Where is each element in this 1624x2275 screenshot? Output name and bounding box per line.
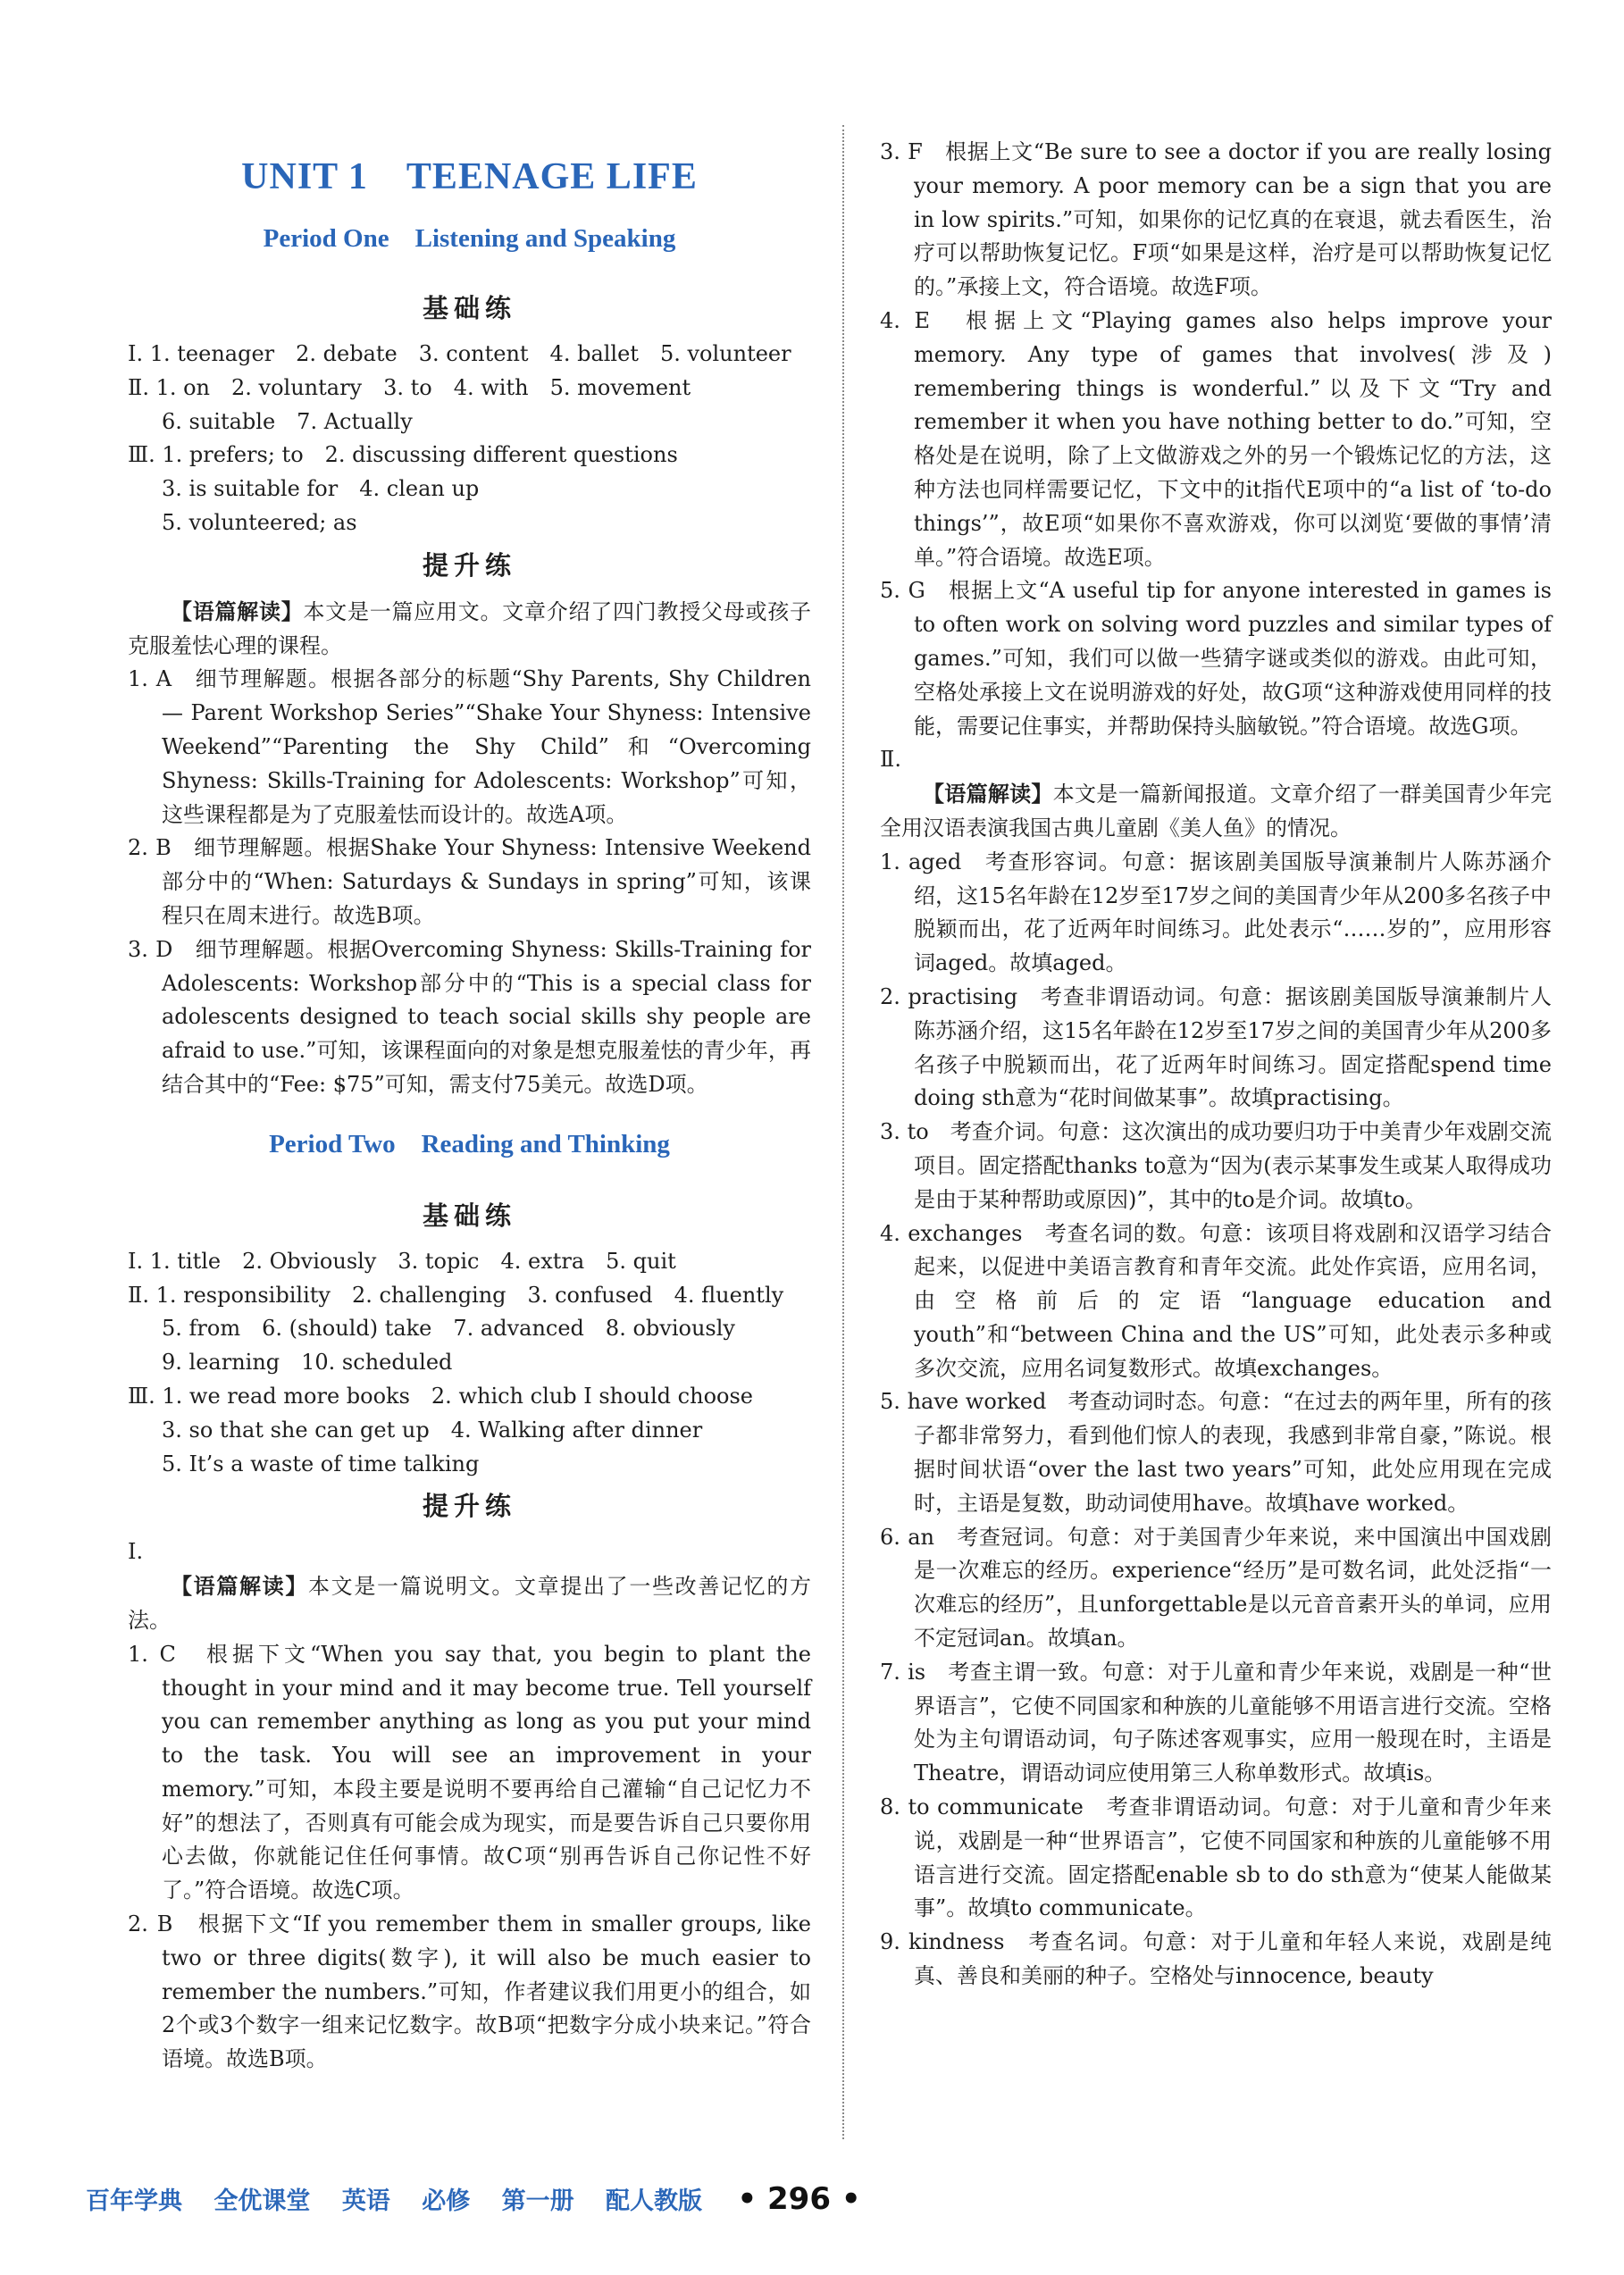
answer-explanation: 4. E 根据上文“Playing games also helps improve your memory. Any type of games that involves(涉及) remembering things is wonderful.”以及下文“Try and remember it when you have nothing better to do.”可知，空格处是在说明，除了上文做游戏之外的另一个锻炼记忆的方法，这种方法也同样需要记忆，下文中的it指代E项中的“a list of ‘to-do things’”，故E项“如果你不喜欢游戏，你可以浏览‘要做的事情’清单。”符合语境。故选E项。 [880,307,1552,570]
answer-explanation: 6. an 考查冠词。句意：对于美国青少年来说，来中国演出中国戏剧是一次难忘的经历。experience“经历”是可数名词，此处泛指“一次难忘的经历”，且unforgettable是以元音音素开头的单词，应用不定冠词an。故填an。 [880,1524,1552,1652]
footer-edition: 配人教版 [606,2187,703,2215]
period-two-title: Period Two Reading and Thinking [269,1129,670,1158]
answer-line: Ⅰ. 1. title 2. Obviously 3. topic 4. extra 5. quit [128,1248,676,1274]
answer-line: Ⅰ. 1. teenager 2. debate 3. content 4. ballet 5. volunteer [128,341,791,366]
roman-numeral: Ⅱ. [880,747,901,773]
text-analysis-body: 本文是一篇新闻报道。文章介绍了一群美国青少年完全用汉语表演我国古典儿童剧《美人鱼》的情况。 [880,782,1553,841]
answer-explanation: 1. C 根据下文“When you say that, you begin to plant the thought in your mind and it may become true. Tell yourself you can remember anything as long as you put your mind to the task. You will see an improvement in your memory.”可知，本段主要是说明不要再给自己灌输“自己记忆力不好”的想法了，否则真有可能会成为现实，而是要告诉自己只要你用心去做，你就能记住任何事情。故C项“别再告诉自己你记性不好了。”符合语境。故选C项。 [128,1641,811,1903]
roman-numeral: Ⅰ. [128,1539,144,1565]
footer-volume: 第一册 [501,2187,574,2215]
answer-line: 5. from 6. (should) take 7. advanced 8. obviously [162,1316,735,1342]
text-analysis-body: 本文是一篇应用文。文章介绍了四门教授父母或孩子克服羞怯心理的课程。 [128,598,811,658]
answer-line: 5. volunteered; as [162,509,357,535]
answer-explanation: 2. B 细节理解题。根据Shake Your Shyness: Intensive Weekend部分中的“When: Saturdays & Sundays in spring”可知，该课程只在周末进行。故选B项。 [128,835,811,928]
right-column [880,136,1552,1994]
answer-line: Ⅱ. 1. on 2. voluntary 3. to 4. with 5. movement [128,374,691,400]
left-column [128,125,811,2077]
text-analysis [880,777,1552,846]
answer-explanation: 1. A 细节理解题。根据各部分的标题“Shy Parents, Shy Children — Parent Workshop Series”“Shake Your Shyness: Intensive Weekend”“Parenting the Shy Child”和“Overcoming Shyness: Skills-Training for Adolescents: Workshop”可知，这些课程都是为了克服羞怯而设计的。故选A项。 [128,666,811,827]
answer-line: 6. suitable 7. Actually [162,408,413,434]
unit-title: UNIT 1 TEENAGE LIFE [241,156,698,197]
basic-practice-heading: 基础练 [422,1200,516,1231]
text-analysis-tag: 【语篇解读】 [171,1573,308,1600]
text-analysis [128,595,811,664]
answer-explanation: 7. is 考查主谓一致。句意：对于儿童和青少年来说，戏剧是一种“世界语言”，它使不同国家和种族的儿童能够不用语言进行交流。空格处为主句谓语动词，句子陈述客观事实，应用一般现在时，主语是Theatre，谓语动词应使用第三人称单数形式。故填is。 [880,1659,1552,1786]
answer-line: Ⅲ. 1. prefers; to 2. discussing different questions [128,442,678,468]
text-analysis-body: 本文是一篇说明文。文章提出了一些改善记忆的方法。 [128,1574,811,1633]
answer-explanation: 8. to communicate 考查非谓语动词。句意：对于儿童和青少年来说，戏剧是一种“世界语言”，它使不同国家和种族的儿童能够不用语言进行交流。固定搭配enable sb to do sth意为“使某人能做某事”。故填to communicate。 [880,1794,1552,1921]
footer-book: 必修 [422,2187,471,2215]
answer-explanation: 2. B 根据下文“If you remember them in smaller groups, like two or three digits(数字), it will also be much easier to remember the numbers.”可知，作者建议我们用更小的组合，如2个或3个数字一组来记忆数字。故B项“把数字分成小块来记。”符合语境。故选B项。 [128,1911,811,2072]
page-number: • 296 • [737,2181,861,2217]
improve-practice-heading: 提升练 [422,549,516,581]
basic-practice-heading: 基础练 [422,293,516,323]
period-one-title: Period One Listening and Speaking [263,224,676,253]
footer-series: 全优课堂 [213,2187,311,2215]
answer-explanation: 1. aged 考查形容词。句意：据该剧美国版导演兼制片人陈苏涵介绍，这15名年龄在12岁至17岁之间的美国青少年从200多名孩子中脱颖而出，花了近两年时间练习。此处表示“……岁的”，应用形容词aged。故填aged。 [880,849,1552,976]
answer-explanation: 3. to 考查介词。句意：这次演出的成功要归功于中美青少年戏剧交流项目。固定搭配thanks to意为“因为(表示某事发生或某人取得成功是由于某种帮助或原因)”，其中的to是介词。故填to。 [880,1119,1552,1212]
footer-brand: 百年学典 [86,2187,182,2215]
text-analysis-tag: 【语篇解读】 [171,598,304,624]
answer-line: 3. is suitable for 4. clean up [162,476,480,502]
answer-explanation: 4. exchanges 考查名词的数。句意：该项目将戏剧和汉语学习结合起来，以促进中美语言教育和青年交流。此处作宾语，应用名词，由空格前后的定语“language education and youth”和“between China and the US”可知，此处表示多种或多次交流，应用名词复数形式。故填exchanges。 [880,1220,1552,1381]
page-footer [86,2181,884,2217]
answer-line: Ⅲ. 1. we read more books 2. which club I should choose [128,1383,753,1409]
text-analysis [128,1569,811,1638]
answer-line: 9. learning 10. scheduled [162,1350,453,1376]
answer-line: 3. so that she can get up 4. Walking after dinner [162,1417,703,1443]
column-divider [842,125,844,2139]
text-analysis-tag: 【语篇解读】 [923,781,1053,807]
answer-explanation: 5. have worked 考查动词时态。句意：“在过去的两年里，所有的孩子都非常努力，看到他们惊人的表现，我感到非常自豪，”陈说。根据时间状语“over the last two years”可知，此处应用现在完成时，主语是复数，助动词使用have。故填have worked。 [880,1389,1552,1516]
answer-line: 5. It’s a waste of time talking [162,1451,480,1476]
answer-explanation: 5. G 根据上文“A useful tip for anyone interested in games is to often work on solving word puzzles and similar types of games.”可知，我们可以做一些猜字谜或类似的游戏。由此可知，空格处承接上文在说明游戏的好处，故G项“这种游戏使用同样的技能，需要记住事实，并帮助保持头脑敏锐。”符合语境。故选G项。 [880,578,1552,739]
footer-subject: 英语 [341,2187,390,2215]
answer-line: Ⅱ. 1. responsibility 2. challenging 3. confused 4. fluently [128,1282,784,1308]
answer-explanation: 3. D 细节理解题。根据Overcoming Shyness: Skills-Training for Adolescents: Workshop部分中的“This is a special class for adolescents designed to teach social skills shy people are afraid to use.”可知，该课程面向的对象是想克服羞怯的青少年，再结合其中的“Fee: $75”可知，需支付75美元。故选D项。 [128,936,811,1097]
answer-explanation: 3. F 根据上文“Be sure to see a doctor if you are really losing your memory. A poor memory can be a sign that you are in low spirits.”可知，如果你的记忆真的在衰退，就去看医生，治疗可以帮助恢复记忆。F项“如果是这样，治疗是可以帮助恢复记忆的。”承接上文，符合语境。故选F项。 [880,139,1552,300]
answer-explanation: 9. kindness 考查名词。句意：对于儿童和年轻人来说，戏剧是纯真、善良和美丽的种子。空格处与innocence, beauty [880,1929,1552,1989]
improve-practice-heading: 提升练 [422,1491,516,1522]
answer-explanation: 2. practising 考查非谓语动词。句意：据该剧美国版导演兼制片人陈苏涵介绍，这15名年龄在12岁至17岁之间的美国青少年从200多名孩子中脱颖而出，花了近两年时间练习。固定搭配spend time doing sth意为“花时间做某事”。故填practising。 [880,983,1552,1111]
